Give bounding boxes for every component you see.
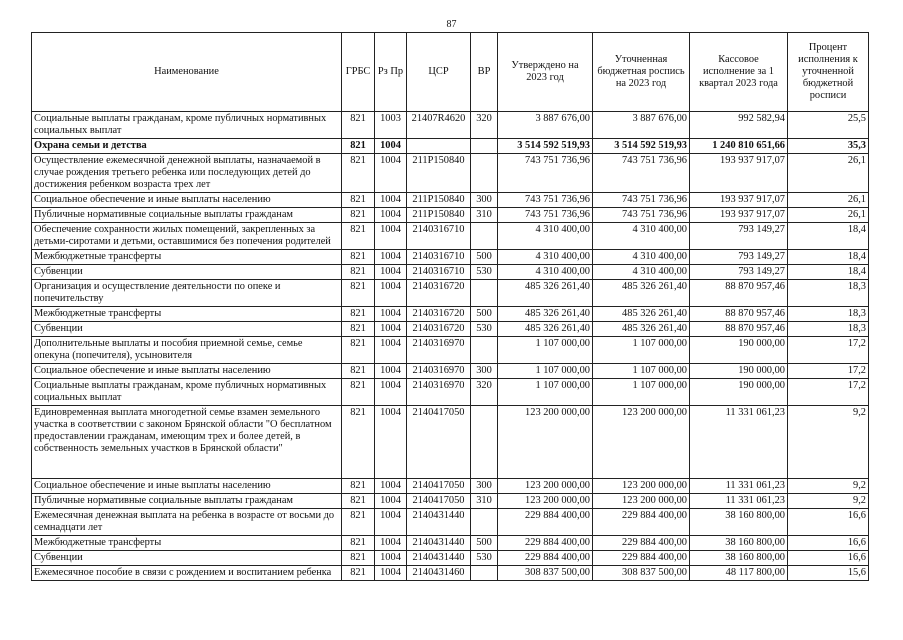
cell-cash: 11 331 061,23 bbox=[690, 406, 788, 479]
cell-grbs: 821 bbox=[342, 566, 375, 581]
cell-rzpr: 1004 bbox=[375, 337, 407, 364]
cell-approved: 4 310 400,00 bbox=[498, 223, 593, 250]
col-header-name: Наименование bbox=[32, 33, 342, 112]
cell-cash: 193 937 917,07 bbox=[690, 154, 788, 193]
cell-csr: 2140316710 bbox=[407, 250, 471, 265]
cell-approved: 229 884 400,00 bbox=[498, 509, 593, 536]
table-row bbox=[32, 112, 869, 139]
cell-vr: 300 bbox=[471, 479, 498, 494]
cell-cash: 1 240 810 651,66 bbox=[690, 139, 788, 154]
cell-percent: 9,2 bbox=[788, 494, 869, 509]
cell-grbs: 821 bbox=[342, 322, 375, 337]
cell-name: Субвенции bbox=[32, 551, 342, 566]
cell-grbs: 821 bbox=[342, 509, 375, 536]
cell-percent: 17,2 bbox=[788, 379, 869, 406]
col-header-csr: ЦСР bbox=[407, 33, 471, 112]
cell-vr: 500 bbox=[471, 536, 498, 551]
table-row bbox=[32, 406, 869, 479]
cell-csr: 2140417050 bbox=[407, 479, 471, 494]
cell-cash: 190 000,00 bbox=[690, 337, 788, 364]
cell-refined: 229 884 400,00 bbox=[593, 536, 690, 551]
cell-cash: 190 000,00 bbox=[690, 379, 788, 406]
col-header-approved: Утверждено на 2023 год bbox=[498, 33, 593, 112]
cell-vr bbox=[471, 406, 498, 479]
cell-vr bbox=[471, 509, 498, 536]
cell-refined: 1 107 000,00 bbox=[593, 379, 690, 406]
cell-rzpr: 1004 bbox=[375, 208, 407, 223]
table-header-row bbox=[32, 33, 869, 112]
cell-vr bbox=[471, 223, 498, 250]
cell-refined: 1 107 000,00 bbox=[593, 364, 690, 379]
cell-grbs: 821 bbox=[342, 193, 375, 208]
cell-csr: 2140316970 bbox=[407, 379, 471, 406]
cell-csr: 2140316720 bbox=[407, 280, 471, 307]
cell-csr: 211P150840 bbox=[407, 208, 471, 223]
cell-vr: 500 bbox=[471, 307, 498, 322]
cell-rzpr: 1004 bbox=[375, 193, 407, 208]
cell-refined: 4 310 400,00 bbox=[593, 223, 690, 250]
cell-grbs: 821 bbox=[342, 223, 375, 250]
cell-name: Охрана семьи и детства bbox=[32, 139, 342, 154]
table-row bbox=[32, 509, 869, 536]
cell-name: Ежемесячное пособие в связи с рождением и воспитанием ребенка bbox=[32, 566, 342, 581]
cell-vr: 310 bbox=[471, 208, 498, 223]
cell-percent: 18,3 bbox=[788, 307, 869, 322]
cell-refined: 743 751 736,96 bbox=[593, 154, 690, 193]
cell-approved: 123 200 000,00 bbox=[498, 479, 593, 494]
cell-percent: 17,2 bbox=[788, 337, 869, 364]
cell-percent: 35,3 bbox=[788, 139, 869, 154]
cell-rzpr: 1004 bbox=[375, 551, 407, 566]
cell-rzpr: 1004 bbox=[375, 307, 407, 322]
cell-approved: 4 310 400,00 bbox=[498, 250, 593, 265]
cell-approved: 743 751 736,96 bbox=[498, 193, 593, 208]
cell-rzpr: 1004 bbox=[375, 154, 407, 193]
cell-vr: 320 bbox=[471, 112, 498, 139]
cell-cash: 793 149,27 bbox=[690, 223, 788, 250]
cell-approved: 743 751 736,96 bbox=[498, 208, 593, 223]
cell-vr: 300 bbox=[471, 193, 498, 208]
cell-approved: 3 514 592 519,93 bbox=[498, 139, 593, 154]
cell-grbs: 821 bbox=[342, 364, 375, 379]
cell-rzpr: 1003 bbox=[375, 112, 407, 139]
col-header-vr: ВР bbox=[471, 33, 498, 112]
cell-cash: 48 117 800,00 bbox=[690, 566, 788, 581]
table-row bbox=[32, 364, 869, 379]
cell-rzpr: 1004 bbox=[375, 250, 407, 265]
cell-csr: 21407R4620 bbox=[407, 112, 471, 139]
cell-vr bbox=[471, 154, 498, 193]
cell-refined: 308 837 500,00 bbox=[593, 566, 690, 581]
cell-rzpr: 1004 bbox=[375, 265, 407, 280]
cell-cash: 88 870 957,46 bbox=[690, 307, 788, 322]
cell-rzpr: 1004 bbox=[375, 536, 407, 551]
cell-vr: 310 bbox=[471, 494, 498, 509]
cell-cash: 11 331 061,23 bbox=[690, 479, 788, 494]
cell-name: Социальное обеспечение и иные выплаты населению bbox=[32, 364, 342, 379]
table-row bbox=[32, 479, 869, 494]
cell-name: Обеспечение сохранности жилых помещений, закрепленных за детьми-сиротами и детьми, оставшимися без попечения родителей bbox=[32, 223, 342, 250]
cell-approved: 123 200 000,00 bbox=[498, 406, 593, 479]
cell-approved: 485 326 261,40 bbox=[498, 280, 593, 307]
table-row bbox=[32, 223, 869, 250]
cell-rzpr: 1004 bbox=[375, 379, 407, 406]
cell-approved: 308 837 500,00 bbox=[498, 566, 593, 581]
cell-grbs: 821 bbox=[342, 280, 375, 307]
cell-percent: 18,3 bbox=[788, 322, 869, 337]
table-row bbox=[32, 536, 869, 551]
cell-rzpr: 1004 bbox=[375, 364, 407, 379]
cell-vr bbox=[471, 280, 498, 307]
cell-cash: 11 331 061,23 bbox=[690, 494, 788, 509]
table-row bbox=[32, 551, 869, 566]
cell-name: Социальное обеспечение и иные выплаты населению bbox=[32, 193, 342, 208]
cell-grbs: 821 bbox=[342, 536, 375, 551]
table-row bbox=[32, 307, 869, 322]
table-row bbox=[32, 250, 869, 265]
cell-grbs: 821 bbox=[342, 337, 375, 364]
cell-cash: 193 937 917,07 bbox=[690, 208, 788, 223]
cell-percent: 18,4 bbox=[788, 250, 869, 265]
cell-approved: 4 310 400,00 bbox=[498, 265, 593, 280]
cell-name: Организация и осуществление деятельности по опеке и попечительству bbox=[32, 280, 342, 307]
cell-grbs: 821 bbox=[342, 139, 375, 154]
cell-grbs: 821 bbox=[342, 250, 375, 265]
cell-refined: 4 310 400,00 bbox=[593, 265, 690, 280]
cell-rzpr: 1004 bbox=[375, 223, 407, 250]
cell-vr: 300 bbox=[471, 364, 498, 379]
cell-approved: 1 107 000,00 bbox=[498, 337, 593, 364]
cell-vr bbox=[471, 139, 498, 154]
cell-approved: 485 326 261,40 bbox=[498, 307, 593, 322]
cell-name: Ежемесячная денежная выплата на ребенка в возрасте от восьми до семнадцати лет bbox=[32, 509, 342, 536]
cell-vr: 530 bbox=[471, 551, 498, 566]
cell-percent: 18,3 bbox=[788, 280, 869, 307]
cell-refined: 485 326 261,40 bbox=[593, 280, 690, 307]
cell-approved: 1 107 000,00 bbox=[498, 364, 593, 379]
cell-vr: 530 bbox=[471, 322, 498, 337]
cell-percent: 15,6 bbox=[788, 566, 869, 581]
cell-rzpr: 1004 bbox=[375, 139, 407, 154]
cell-rzpr: 1004 bbox=[375, 494, 407, 509]
cell-name: Социальные выплаты гражданам, кроме публичных нормативных социальных выплат bbox=[32, 379, 342, 406]
cell-name: Межбюджетные трансферты bbox=[32, 536, 342, 551]
cell-percent: 26,1 bbox=[788, 154, 869, 193]
cell-grbs: 821 bbox=[342, 265, 375, 280]
cell-cash: 38 160 800,00 bbox=[690, 536, 788, 551]
cell-cash: 88 870 957,46 bbox=[690, 322, 788, 337]
cell-grbs: 821 bbox=[342, 479, 375, 494]
cell-refined: 3 887 676,00 bbox=[593, 112, 690, 139]
cell-percent: 16,6 bbox=[788, 551, 869, 566]
cell-csr: 2140316970 bbox=[407, 337, 471, 364]
cell-refined: 4 310 400,00 bbox=[593, 250, 690, 265]
cell-approved: 1 107 000,00 bbox=[498, 379, 593, 406]
cell-percent: 26,1 bbox=[788, 193, 869, 208]
cell-cash: 793 149,27 bbox=[690, 250, 788, 265]
cell-csr bbox=[407, 139, 471, 154]
cell-name: Публичные нормативные социальные выплаты гражданам bbox=[32, 494, 342, 509]
table-row bbox=[32, 208, 869, 223]
cell-name: Единовременная выплата многодетной семье взамен земельного участка в соответствии с законом Брянской области "О бесплатном предоставлении гражданам, имеющим трех и более детей, в собственность земельных участков в Брянской области" bbox=[32, 406, 342, 479]
cell-csr: 2140316720 bbox=[407, 322, 471, 337]
cell-rzpr: 1004 bbox=[375, 406, 407, 479]
cell-percent: 17,2 bbox=[788, 364, 869, 379]
cell-percent: 16,6 bbox=[788, 509, 869, 536]
cell-csr: 2140431440 bbox=[407, 551, 471, 566]
cell-grbs: 821 bbox=[342, 379, 375, 406]
cell-csr: 2140316710 bbox=[407, 265, 471, 280]
cell-percent: 18,4 bbox=[788, 265, 869, 280]
budget-table bbox=[31, 32, 869, 581]
cell-vr bbox=[471, 337, 498, 364]
cell-refined: 123 200 000,00 bbox=[593, 494, 690, 509]
cell-csr: 211P150840 bbox=[407, 193, 471, 208]
table-row bbox=[32, 566, 869, 581]
cell-rzpr: 1004 bbox=[375, 322, 407, 337]
cell-refined: 1 107 000,00 bbox=[593, 337, 690, 364]
cell-name: Межбюджетные трансферты bbox=[32, 250, 342, 265]
cell-csr: 211P150840 bbox=[407, 154, 471, 193]
cell-refined: 123 200 000,00 bbox=[593, 479, 690, 494]
cell-approved: 229 884 400,00 bbox=[498, 536, 593, 551]
cell-refined: 485 326 261,40 bbox=[593, 322, 690, 337]
cell-name: Межбюджетные трансферты bbox=[32, 307, 342, 322]
table-row bbox=[32, 337, 869, 364]
cell-csr: 2140316710 bbox=[407, 223, 471, 250]
cell-vr bbox=[471, 566, 498, 581]
cell-grbs: 821 bbox=[342, 112, 375, 139]
col-header-refined: Уточненная бюджетная роспись на 2023 год bbox=[593, 33, 690, 112]
cell-rzpr: 1004 bbox=[375, 566, 407, 581]
cell-csr: 2140417050 bbox=[407, 406, 471, 479]
cell-name: Социальные выплаты гражданам, кроме публичных нормативных социальных выплат bbox=[32, 112, 342, 139]
table-row bbox=[32, 280, 869, 307]
cell-refined: 229 884 400,00 bbox=[593, 551, 690, 566]
cell-name: Публичные нормативные социальные выплаты гражданам bbox=[32, 208, 342, 223]
cell-cash: 38 160 800,00 bbox=[690, 509, 788, 536]
cell-grbs: 821 bbox=[342, 494, 375, 509]
cell-csr: 2140431440 bbox=[407, 536, 471, 551]
cell-grbs: 821 bbox=[342, 307, 375, 322]
cell-approved: 123 200 000,00 bbox=[498, 494, 593, 509]
cell-refined: 743 751 736,96 bbox=[593, 193, 690, 208]
cell-cash: 190 000,00 bbox=[690, 364, 788, 379]
cell-cash: 793 149,27 bbox=[690, 265, 788, 280]
cell-grbs: 821 bbox=[342, 551, 375, 566]
cell-csr: 2140431460 bbox=[407, 566, 471, 581]
cell-csr: 2140316970 bbox=[407, 364, 471, 379]
page-number: 87 bbox=[446, 19, 457, 30]
cell-percent: 16,6 bbox=[788, 536, 869, 551]
cell-name: Осуществление ежемесячной денежной выплаты, назначаемой в случае рождения третьего ребенка или последующих детей до достижения ребенком возраста трех лет bbox=[32, 154, 342, 193]
table-row bbox=[32, 193, 869, 208]
cell-csr: 2140417050 bbox=[407, 494, 471, 509]
table-row bbox=[32, 322, 869, 337]
cell-grbs: 821 bbox=[342, 208, 375, 223]
cell-rzpr: 1004 bbox=[375, 479, 407, 494]
cell-grbs: 821 bbox=[342, 154, 375, 193]
cell-name: Дополнительные выплаты и пособия приемной семье, семье опекуна (попечителя), усыновителя bbox=[32, 337, 342, 364]
cell-refined: 123 200 000,00 bbox=[593, 406, 690, 479]
col-header-percent: Процент исполнения к уточненной бюджетной росписи bbox=[788, 33, 869, 112]
cell-percent: 9,2 bbox=[788, 406, 869, 479]
col-header-cash: Кассовое исполнение за 1 квартал 2023 года bbox=[690, 33, 788, 112]
table-row bbox=[32, 139, 869, 154]
cell-rzpr: 1004 bbox=[375, 509, 407, 536]
col-header-rzpr: Рз Пр bbox=[375, 33, 407, 112]
cell-percent: 18,4 bbox=[788, 223, 869, 250]
cell-approved: 229 884 400,00 bbox=[498, 551, 593, 566]
cell-vr: 320 bbox=[471, 379, 498, 406]
cell-csr: 2140431440 bbox=[407, 509, 471, 536]
cell-percent: 26,1 bbox=[788, 208, 869, 223]
cell-rzpr: 1004 bbox=[375, 280, 407, 307]
cell-csr: 2140316720 bbox=[407, 307, 471, 322]
cell-approved: 485 326 261,40 bbox=[498, 322, 593, 337]
cell-vr: 530 bbox=[471, 265, 498, 280]
cell-name: Субвенции bbox=[32, 265, 342, 280]
cell-cash: 992 582,94 bbox=[690, 112, 788, 139]
cell-refined: 743 751 736,96 bbox=[593, 208, 690, 223]
table-row bbox=[32, 494, 869, 509]
cell-approved: 743 751 736,96 bbox=[498, 154, 593, 193]
cell-percent: 25,5 bbox=[788, 112, 869, 139]
cell-grbs: 821 bbox=[342, 406, 375, 479]
cell-approved: 3 887 676,00 bbox=[498, 112, 593, 139]
cell-cash: 38 160 800,00 bbox=[690, 551, 788, 566]
cell-cash: 88 870 957,46 bbox=[690, 280, 788, 307]
cell-refined: 485 326 261,40 bbox=[593, 307, 690, 322]
table-body bbox=[32, 112, 869, 581]
cell-name: Субвенции bbox=[32, 322, 342, 337]
cell-vr: 500 bbox=[471, 250, 498, 265]
cell-cash: 193 937 917,07 bbox=[690, 193, 788, 208]
cell-refined: 3 514 592 519,93 bbox=[593, 139, 690, 154]
table-row bbox=[32, 265, 869, 280]
col-header-grbs: ГРБС bbox=[342, 33, 375, 112]
cell-percent: 9,2 bbox=[788, 479, 869, 494]
cell-refined: 229 884 400,00 bbox=[593, 509, 690, 536]
table-row bbox=[32, 379, 869, 406]
table-row bbox=[32, 154, 869, 193]
cell-name: Социальное обеспечение и иные выплаты населению bbox=[32, 479, 342, 494]
